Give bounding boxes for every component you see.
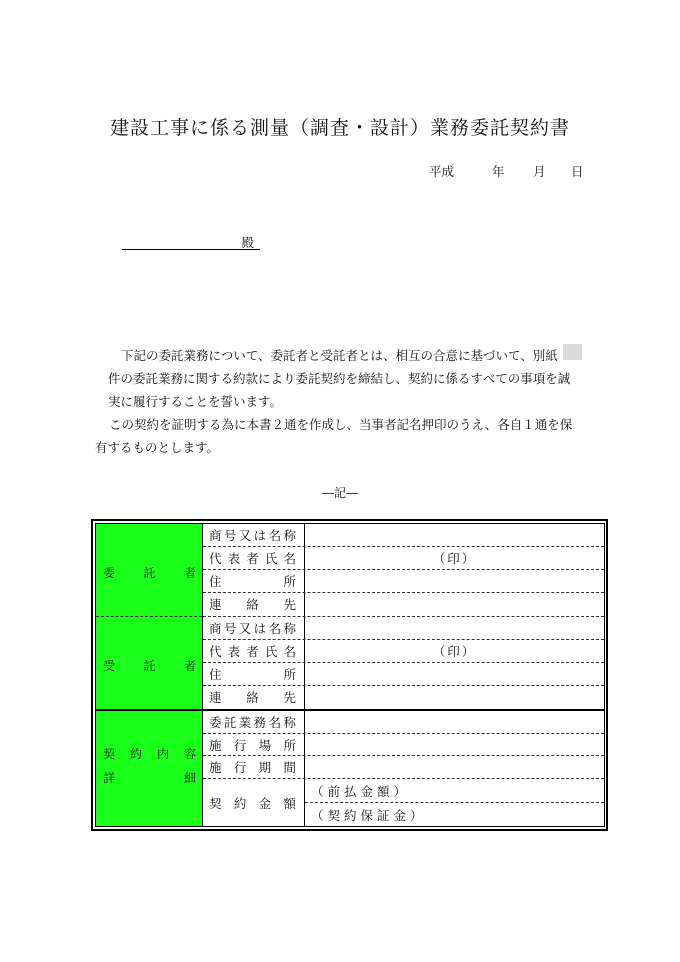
label-char: 期: [258, 760, 272, 776]
addressee-line: [122, 235, 260, 250]
label-char: 先: [283, 690, 296, 706]
contractor-rep-label: [203, 640, 305, 662]
advance-payment-field[interactable]: （前払金額）: [305, 779, 604, 803]
label-char: 連: [209, 597, 222, 613]
label-char: 務: [253, 714, 267, 730]
contract-amount-label: [203, 779, 305, 826]
parties-section: [95, 523, 605, 710]
work-period-row: [203, 756, 604, 779]
label-char: 者: [246, 643, 259, 659]
contract-details-label-line2: [96, 769, 202, 786]
label-char: 細: [183, 771, 196, 785]
label-char: 受: [103, 658, 116, 673]
label-char: 額: [283, 795, 296, 811]
label-char: 住: [209, 666, 222, 682]
consignor-name-value[interactable]: [305, 524, 604, 546]
label-char: 施: [209, 760, 222, 776]
label-char: 託: [143, 658, 156, 673]
label-char: 住: [209, 574, 222, 590]
work-name-label: [203, 711, 305, 733]
label-char: 先: [283, 597, 296, 613]
label-char: 行: [233, 737, 247, 753]
label-char: 代: [209, 551, 222, 567]
label-char: 名: [283, 643, 296, 659]
label-char: は: [253, 528, 267, 544]
label-char: 内: [156, 747, 169, 761]
contract-amount-row: [203, 779, 604, 826]
contractor-contact-label: [203, 686, 305, 709]
label-char: 約: [129, 747, 142, 761]
label-char: 商: [209, 620, 222, 636]
contractor-rep-row: [203, 640, 604, 663]
contractor-address-label: [203, 663, 305, 685]
label-char: 称: [283, 528, 296, 544]
label-char: 者: [183, 658, 196, 673]
label-char: 表: [227, 643, 241, 659]
label-char: 名: [268, 528, 282, 544]
label-char: 名: [268, 714, 282, 730]
label-char: 委: [103, 566, 116, 580]
work-name-value[interactable]: [305, 711, 604, 733]
label-char: 契: [103, 747, 116, 761]
contractor-name-label: [203, 617, 305, 639]
label-char: 連: [209, 690, 222, 706]
label-char: 氏: [264, 551, 278, 567]
addressee-suffix: 殿: [241, 235, 254, 250]
date-day: 日: [571, 164, 584, 179]
label-char: 者: [246, 551, 259, 567]
contract-details-label-cell: [96, 711, 203, 826]
contract-table: [91, 519, 608, 831]
date-month: 月: [533, 164, 546, 179]
label-char: 託: [223, 714, 237, 730]
contractor-address-value[interactable]: [305, 663, 604, 685]
label-char: 名: [268, 620, 282, 636]
label-char: 委: [209, 714, 222, 730]
consignor-rep-label: [203, 547, 305, 569]
label-char: 施: [209, 737, 222, 753]
contract-details-label-line1: [96, 745, 202, 762]
body-line-5: 有するものとします。: [95, 440, 220, 455]
label-char: 契: [209, 795, 222, 811]
contractor-label-cell: [96, 617, 202, 710]
date-era: 平成: [429, 164, 455, 179]
body-line-4: この契約を証明する為に本書２通を作成し、当事者記名押印のうえ、各自１通を保: [109, 417, 573, 432]
parties-rows: [203, 524, 604, 709]
work-name-row: [203, 711, 604, 734]
work-location-row: [203, 734, 604, 757]
consignor-name-row: [203, 524, 604, 547]
parties-label-cell: [96, 524, 203, 709]
body-line-2: 件の委託業務に関する約款により委託契約を締結し、契約に係るすべての事項を誠: [108, 371, 571, 386]
document-title: 建設工事に係る測量（調査・設計）業務委託契約書: [109, 117, 570, 139]
consignor-contact-label: [203, 593, 305, 615]
work-location-label: [203, 734, 305, 756]
contract-details-section: [95, 710, 605, 827]
label-char: 表: [227, 551, 241, 567]
label-char: 称: [283, 620, 296, 636]
consignor-name-label: [203, 524, 305, 546]
contractor-contact-value[interactable]: [305, 686, 604, 709]
label-char: 氏: [264, 643, 278, 659]
label-char: 号: [223, 620, 237, 636]
contractor-name-value[interactable]: [305, 617, 604, 639]
label-char: 業: [238, 714, 252, 730]
label-char: 場: [258, 737, 272, 753]
contract-amount-values: [305, 779, 604, 826]
label-char: 代: [209, 643, 222, 659]
label-char: 託: [143, 566, 156, 580]
consignor-label-cell: [96, 524, 202, 617]
label-char: 約: [233, 795, 247, 811]
label-char: 又: [238, 528, 252, 544]
label-char: 者: [183, 566, 196, 580]
consignor-rep-value[interactable]: （印）: [432, 551, 477, 567]
label-char: 容: [183, 747, 196, 761]
label-char: 間: [283, 760, 296, 776]
label-char: 称: [283, 714, 296, 730]
contract-details-rows: [203, 711, 604, 826]
ki-heading: ―記―: [321, 486, 358, 500]
label-char: 所: [283, 666, 296, 682]
label-char: 名: [283, 551, 296, 567]
label-char: 行: [233, 760, 247, 776]
label-char: 所: [283, 737, 296, 753]
consignor-address-row: [203, 570, 604, 593]
consignor-rep-row: [203, 547, 604, 570]
contract-guarantee-field[interactable]: （契約保証金）: [311, 807, 427, 823]
consignor-contact-row: [203, 593, 604, 616]
consignor-contact-value[interactable]: [305, 593, 604, 615]
body-line-3: 実に履行することを誓います。: [108, 394, 283, 409]
label-char: 所: [283, 574, 296, 590]
contractor-rep-value[interactable]: （印）: [432, 643, 477, 659]
contractor-contact-row: [203, 686, 604, 709]
label-char: 絡: [246, 597, 259, 613]
label-char: 号: [223, 528, 237, 544]
work-location-value[interactable]: [305, 734, 604, 756]
consignor-address-value[interactable]: [305, 570, 604, 592]
label-char: 詳: [103, 771, 116, 785]
date-year: 年: [492, 164, 505, 179]
consignor-address-label: [203, 570, 305, 592]
consignor-label: [96, 564, 202, 581]
label-char: 絡: [246, 690, 259, 706]
contractor-address-row: [203, 663, 604, 686]
contractor-label: [96, 657, 202, 674]
body-line-1: 下記の委託業務について、委託者と受託者とは、相互の合意に基づいて、別紙: [121, 348, 558, 363]
blank-count-field: [563, 344, 582, 360]
label-char: 商: [209, 528, 222, 544]
work-period-value[interactable]: [305, 756, 604, 778]
label-char: は: [253, 620, 267, 636]
work-period-label: [203, 756, 305, 778]
contractor-name-row: [203, 617, 604, 640]
label-char: 又: [238, 620, 252, 636]
label-char: 金: [258, 795, 272, 811]
